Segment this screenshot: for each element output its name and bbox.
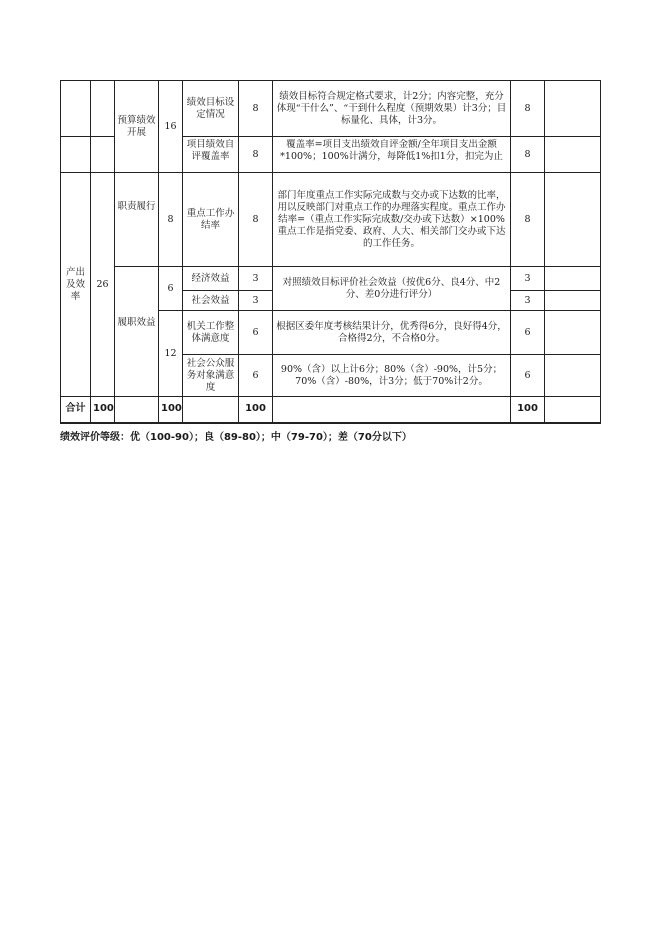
indicator-score: 8 — [239, 173, 273, 267]
table-row — [61, 267, 601, 291]
indicator-result: 6 — [511, 311, 545, 355]
remark-cell — [545, 291, 601, 311]
indicator-result: 3 — [511, 267, 545, 291]
indicator-score: 6 — [239, 311, 273, 355]
remark-cell — [545, 355, 601, 397]
indicator-score: 6 — [239, 355, 273, 397]
total-value: 100 — [91, 397, 115, 423]
duty-group-score: 8 — [159, 173, 183, 267]
budget-group-label: 预算绩效开展 — [115, 81, 159, 173]
indicator-score: 3 — [239, 267, 273, 291]
benefit-sub-score: 6 — [159, 267, 183, 311]
remark-cell — [545, 137, 601, 173]
indicator-description: 对照绩效目标评价社会效益（按优6分、良4分、中2分、差0分进行评分） — [273, 267, 511, 311]
indicator-description-cell — [273, 137, 511, 173]
evaluation-table — [60, 80, 601, 424]
total-empty — [183, 397, 239, 423]
indicator-name: 社会公众服务对象满意度 — [183, 355, 239, 397]
total-label: 合计 — [61, 397, 91, 423]
remark-cell — [545, 311, 601, 355]
category-score-cell-empty — [91, 137, 115, 173]
benefit-group-label: 履职效益 — [115, 267, 159, 397]
indicator-description: 绩效目标符合规定格式要求，计2分；内容完整，充分体现“干什么”、“干到什么程度（预期效果）计3分；目标量化、具体，计3分。 — [273, 81, 511, 137]
table-row — [61, 81, 601, 137]
indicator-description: 覆盖率=项目支出绩效自评金额/全年项目支出金额*100%；100%计满分，每降低1%扣1分，扣完为止 — [280, 138, 503, 162]
benefit-sub-score: 12 — [159, 311, 183, 397]
budget-group-score: 16 — [159, 81, 183, 173]
indicator-description: 根据区委年度考核结果计分，优秀得6分，良好得4分，合格得2分，不合格0分。 — [273, 311, 511, 355]
total-value: 100 — [511, 397, 545, 423]
indicator-description: 90%（含）以上计6分；80%（含）-90%，计5分；70%（含）-80%，计3分；低于70%计2分。 — [273, 355, 511, 397]
category-score: 26 — [91, 173, 115, 397]
indicator-name: 经济效益 — [183, 267, 239, 291]
category-cell-empty — [61, 81, 91, 137]
indicator-score: 8 — [239, 137, 273, 173]
indicator-name-cell — [183, 137, 239, 173]
indicator-result: 8 — [511, 81, 545, 137]
indicator-description: 部门年度重点工作实际完成数与交办或下达数的比率，用以反映部门对重点工作的办理落实程度。重点工作办结率=（重点工作实际完成数/交办或下达数）×100% 重点工作是指党委、政府、人大、相关部门交办或下达的工作任务。 — [273, 173, 511, 267]
indicator-name: 项目绩效自评覆盖率 — [186, 138, 235, 162]
indicator-result: 8 — [511, 137, 545, 173]
total-empty — [115, 397, 159, 423]
indicator-name: 重点工作办结率 — [183, 173, 239, 267]
total-value: 100 — [239, 397, 273, 423]
indicator-name: 机关工作整体满意度 — [183, 311, 239, 355]
indicator-result: 8 — [511, 173, 545, 267]
remark-cell — [545, 81, 601, 137]
total-row — [61, 397, 601, 423]
category-score-cell-empty — [91, 81, 115, 137]
total-value: 100 — [159, 397, 183, 423]
duty-group-label: 职责履行 — [115, 173, 159, 267]
total-empty — [273, 397, 511, 423]
table-row — [61, 173, 601, 267]
category-cell-empty — [61, 137, 91, 173]
indicator-name: 社会效益 — [183, 291, 239, 311]
grade-legend: 绩效评价等级：优（100-90）；良（89-80）；中（79-70）；差（70分以下） — [60, 432, 412, 443]
remark-cell — [545, 267, 601, 291]
indicator-result: 3 — [511, 291, 545, 311]
category-label: 产出及效率 — [61, 173, 91, 397]
remark-cell — [545, 173, 601, 267]
total-empty — [545, 397, 601, 423]
indicator-result: 6 — [511, 355, 545, 397]
indicator-name: 绩效目标设定情况 — [183, 81, 239, 137]
indicator-score: 8 — [239, 81, 273, 137]
indicator-score: 3 — [239, 291, 273, 311]
